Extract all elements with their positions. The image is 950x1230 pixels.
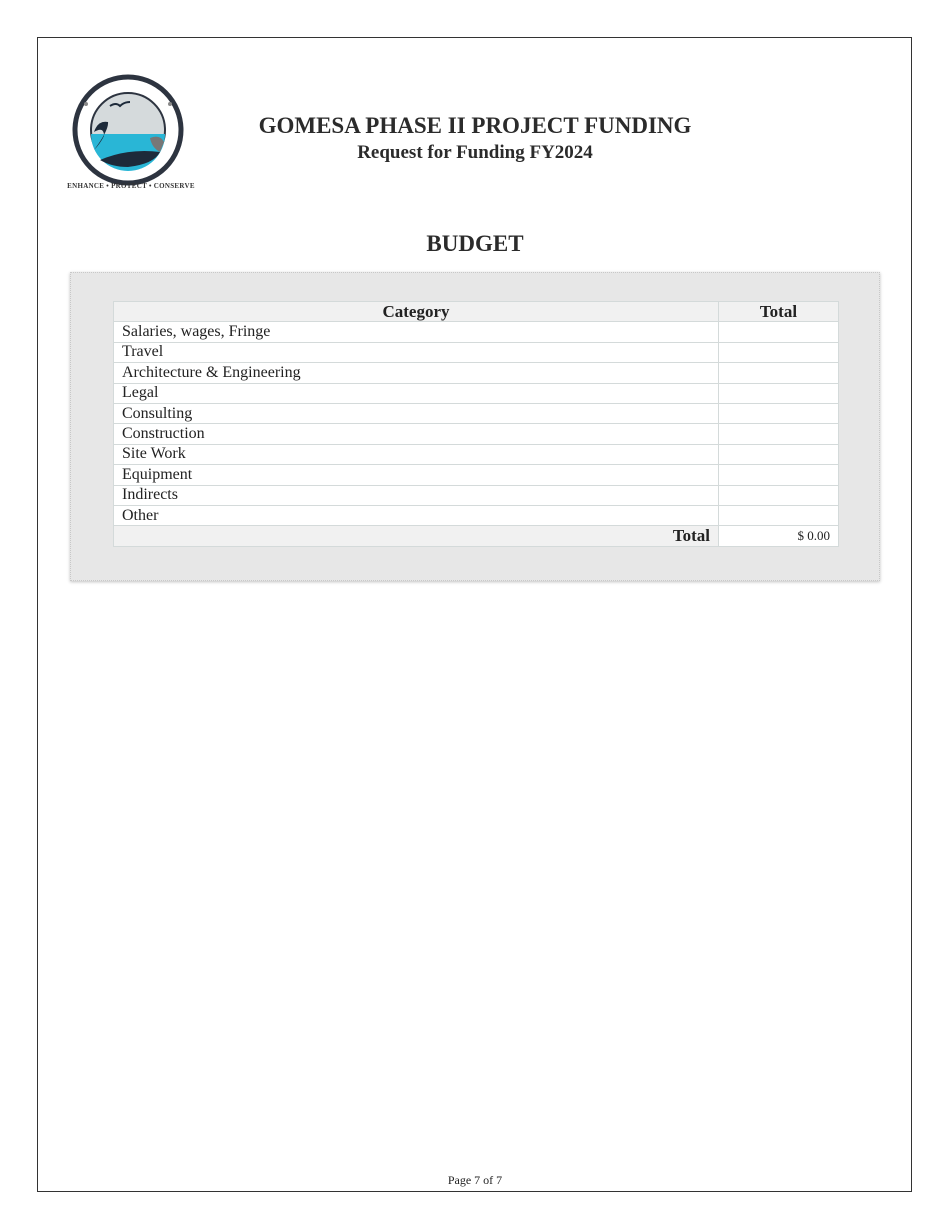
section-title: BUDGET: [426, 231, 524, 256]
budget-table: [113, 301, 839, 547]
table-row: [114, 342, 839, 362]
category-cell: Salaries, wages, Fringe: [114, 322, 719, 342]
category-cell: Architecture & Engineering: [114, 363, 719, 383]
category-cell: Site Work: [114, 444, 719, 464]
document-title: GOMESA PHASE II PROJECT FUNDING: [258, 113, 692, 138]
category-cell: Other: [114, 505, 719, 525]
category-cell: Consulting: [114, 403, 719, 423]
table-row: [114, 322, 839, 342]
total-input-field[interactable]: [719, 363, 839, 383]
category-cell: Equipment: [114, 465, 719, 485]
total-input-field[interactable]: [719, 403, 839, 423]
total-input-field[interactable]: [719, 505, 839, 525]
table-row: [114, 403, 839, 423]
category-cell: Indirects: [114, 485, 719, 505]
page-number: Page 7 of 7: [447, 1173, 503, 1187]
logo-tagline: ENHANCE • PROTECT • CONSERVE: [67, 182, 195, 190]
total-input-field[interactable]: [719, 383, 839, 403]
total-label: Total: [114, 526, 719, 546]
category-cell: Legal: [114, 383, 719, 403]
total-input-field[interactable]: [719, 485, 839, 505]
total-value-field[interactable]: $ 0.00: [719, 526, 839, 546]
total-input-field[interactable]: [719, 342, 839, 362]
table-row: [114, 465, 839, 485]
category-cell: Construction: [114, 424, 719, 444]
table-total-row: [114, 526, 839, 546]
total-input-field[interactable]: [719, 322, 839, 342]
total-input-field[interactable]: [719, 444, 839, 464]
table-header-row: [114, 302, 839, 322]
table-row: [114, 363, 839, 383]
column-header-category: Category: [114, 302, 719, 322]
table-row: [114, 444, 839, 464]
table-row: [114, 485, 839, 505]
budget-panel: [70, 272, 880, 581]
category-cell: Travel: [114, 342, 719, 362]
table-row: [114, 383, 839, 403]
page-border: [37, 37, 912, 1192]
document-subtitle: Request for Funding FY2024: [357, 142, 593, 163]
table-row: [114, 505, 839, 525]
table-row: [114, 424, 839, 444]
total-input-field[interactable]: [719, 424, 839, 444]
total-input-field[interactable]: [719, 465, 839, 485]
column-header-total: Total: [719, 302, 839, 322]
